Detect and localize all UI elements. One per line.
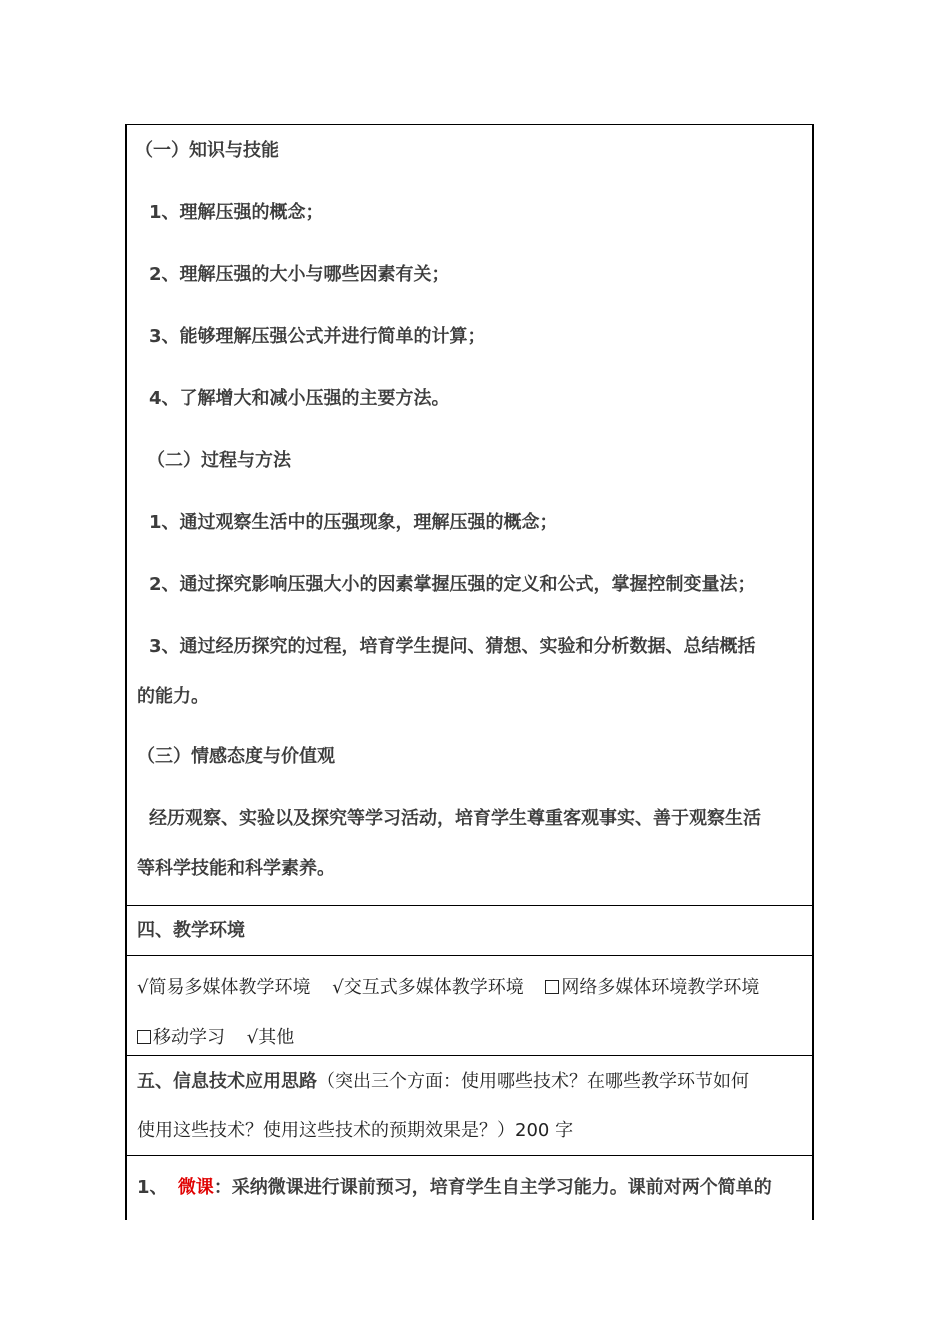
tech-approach-heading-row: [127, 1056, 812, 1156]
section-heading: 四、教学环境: [137, 920, 245, 941]
objective-line: 经历观察、实验以及探究等学习活动，培育学生尊重客观事实、善于观察生活: [149, 808, 761, 829]
environment-options-line1: [137, 976, 759, 1000]
item-text: ：采纳微课进行课前预习，培育学生自主学习能力。课前对两个简单的: [213, 1177, 772, 1198]
item-keyword: 微课: [177, 1177, 214, 1198]
lesson-plan-table: [125, 124, 814, 1220]
option-network-multimedia: 网络多媒体环境教学环境: [561, 977, 760, 998]
objective-line: 3、通过经历探究的过程，培育学生提问、猜想、实验和分析数据、总结概括: [149, 636, 756, 657]
tech-approach-heading-line2: 使用这些技术？使用这些技术的预期效果是？）200 字: [137, 1120, 574, 1141]
option-simple-multimedia: √简易多媒体教学环境: [137, 977, 311, 998]
unchecked-box-icon: [137, 1030, 151, 1044]
option-interactive-multimedia: √交互式多媒体教学环境: [332, 977, 524, 998]
section-hint: （突出三个方面：使用哪些技术？在哪些教学环节如何: [317, 1071, 749, 1092]
objectives-row: [127, 125, 812, 906]
objective-line: 1、理解压强的概念；: [149, 202, 324, 223]
tech-item-1: [137, 1176, 772, 1200]
objective-heading-process: （二）过程与方法: [147, 450, 291, 471]
section-heading: 五、信息技术应用思路: [137, 1071, 317, 1092]
objective-line: 2、理解压强的大小与哪些因素有关；: [149, 264, 450, 285]
item-number: 1、: [137, 1177, 168, 1198]
option-other: √其他: [246, 1027, 295, 1048]
environment-options-row: [127, 956, 812, 1056]
environment-heading-row: [127, 906, 812, 956]
option-mobile-learning: 移动学习: [153, 1027, 225, 1048]
objective-line: 3、能够理解压强公式并进行简单的计算；: [149, 326, 486, 347]
objective-heading-knowledge: （一）知识与技能: [135, 140, 279, 161]
environment-options-line2: [137, 1026, 294, 1050]
unchecked-box-icon: [545, 980, 559, 994]
tech-approach-content-row: [127, 1156, 812, 1221]
objective-line: 4、了解增大和减小压强的主要方法。: [149, 388, 450, 409]
objective-heading-attitude: （三）情感态度与价值观: [137, 746, 335, 767]
objective-line: 1、通过观察生活中的压强现象，理解压强的概念；: [149, 512, 558, 533]
objective-line: 2、通过探究影响压强大小的因素掌握压强的定义和公式，掌握控制变量法；: [149, 574, 756, 595]
tech-approach-heading-line1: [137, 1070, 749, 1094]
option-network-multimedia-wrap: [545, 977, 759, 998]
objective-line-continued: 等科学技能和科学素养。: [137, 858, 335, 879]
objective-line-continued: 的能力。: [137, 686, 209, 707]
